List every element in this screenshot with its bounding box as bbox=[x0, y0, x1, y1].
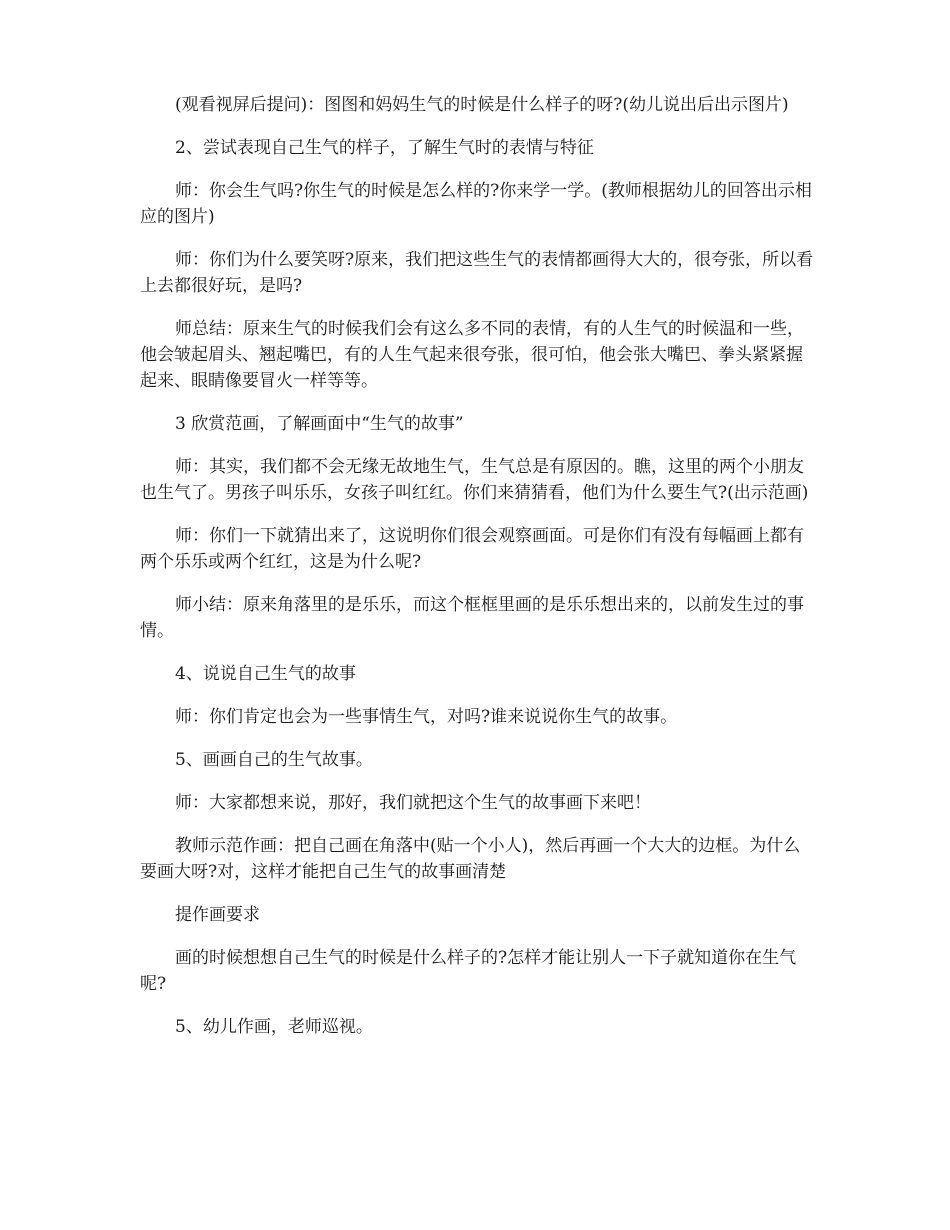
paragraph-drawing-question: 画的时候想想自己生气的时候是什么样子的?怎样才能让别人一下子就知道你在生气呢? bbox=[140, 948, 797, 994]
paragraph-intro-question: (观看视屏后提问)：图图和妈妈生气的时候是什么样子的呀?(幼儿说出后出示图片) bbox=[175, 95, 789, 115]
paragraph-teacher-summary: 师总结：原来生气的时候我们会有这么多不同的表情，有的人生气的时候温和一些，他会皱起眉头、翘起嘴巴，有的人生气起来很夸张，很可怕，他会张大嘴巴、拳头紧紧握起来、眼睛像要冒火一样等等。 bbox=[140, 319, 804, 391]
paragraph-teacher-reason: 师：其实，我们都不会无缘无故地生气，生气总是有原因的。瞧，这里的两个小朋友也生气了。男孩子叫乐乐，女孩子叫红红。你们来猜猜看，他们为什么要生气?(出示范画) bbox=[140, 457, 809, 503]
section-heading-4: 4、说说自己生气的故事 bbox=[175, 664, 356, 684]
paragraph-teacher-laugh: 师：你们为什么要笑呀?原来，我们把这些生气的表情都画得大大的，很夸张，所以看上去都很好玩，是吗? bbox=[140, 250, 814, 296]
paragraph-teacher-demo: 教师示范作画：把自己画在角落中(贴一个小人)，然后再画一个大大的边框。为什么要画大呀?对，这样才能把自己生气的故事画清楚 bbox=[140, 836, 801, 882]
paragraph-teacher-story: 师：你们肯定也会为一些事情生气，对吗?谁来说说你生气的故事。 bbox=[175, 707, 678, 727]
paragraph-teacher-observe: 师：你们一下就猜出来了，这说明你们很会观察画面。可是你们有没有每幅画上都有两个乐乐或两个红红，这是为什么呢? bbox=[140, 526, 804, 572]
paragraph-teacher-conclusion: 师小结：原来角落里的是乐乐，而这个框框里画的是乐乐想出来的，以前发生过的事情。 bbox=[140, 595, 804, 641]
document-body bbox=[140, 92, 815, 1057]
section-heading-5b: 5、幼儿作画，老师巡视。 bbox=[175, 1017, 373, 1037]
section-heading-5: 5、画画自己的生气故事。 bbox=[175, 750, 373, 770]
paragraph-teacher-draw: 师：大家都想来说，那好，我们就把这个生气的故事画下来吧！ bbox=[175, 793, 651, 813]
section-heading-3: 3 欣赏范画，了解画面中“生气的故事” bbox=[175, 414, 464, 434]
paragraph-drawing-requirements: 提作画要求 bbox=[175, 905, 260, 925]
section-heading-2: 2、尝试表现自己生气的样子，了解生气时的表情与特征 bbox=[175, 138, 594, 158]
paragraph-teacher-ask: 师：你会生气吗?你生气的时候是怎么样的?你来学一学。(教师根据幼儿的回答出示相应的图片) bbox=[140, 181, 812, 227]
